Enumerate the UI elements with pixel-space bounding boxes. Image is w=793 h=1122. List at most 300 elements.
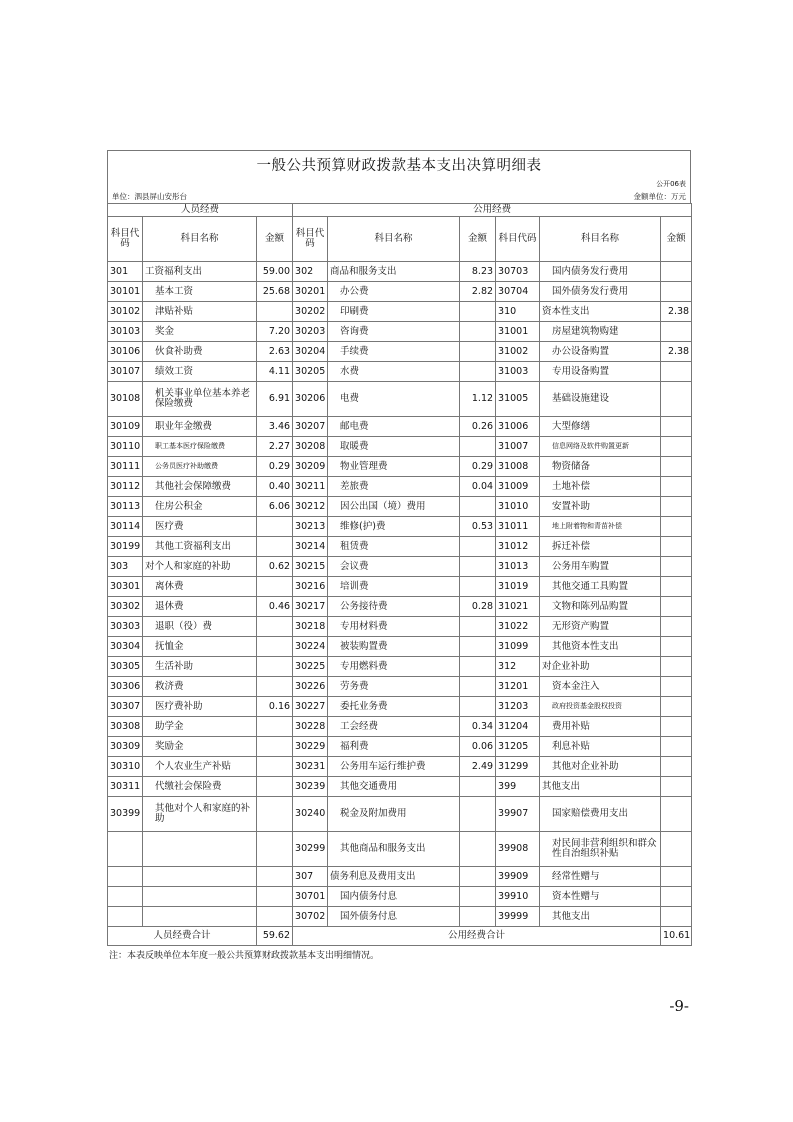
name-cell: 医疗费 [143, 517, 257, 537]
code-cell: 30101 [108, 282, 143, 302]
name-cell: 机关事业单位基本养老保险缴费 [143, 382, 257, 417]
code-cell: 30204 [293, 342, 328, 362]
name-cell: 大型修缮 [540, 417, 661, 437]
name-cell: 维修(护)费 [328, 517, 460, 537]
column-header-row [108, 217, 692, 262]
code-cell: 30207 [293, 417, 328, 437]
name-cell: 专用燃料费 [328, 657, 460, 677]
code-cell: 30305 [108, 657, 143, 677]
code-cell: 31012 [496, 537, 540, 557]
name-cell: 职业年金缴费 [143, 417, 257, 437]
name-cell [143, 907, 257, 927]
code-cell: 31019 [496, 577, 540, 597]
code-cell: 30111 [108, 457, 143, 477]
name-cell: 水费 [328, 362, 460, 382]
code-cell: 30224 [293, 637, 328, 657]
name-cell: 专用设备购置 [540, 362, 661, 382]
amount-cell [257, 637, 293, 657]
code-cell: 30208 [293, 437, 328, 457]
amount-cell [460, 657, 496, 677]
amount-cell: 6.91 [257, 382, 293, 417]
code-cell: 30212 [293, 497, 328, 517]
name-cell: 委托业务费 [328, 697, 460, 717]
name-cell: 税金及附加费用 [328, 797, 460, 832]
name-cell: 职工基本医疗保险缴费 [143, 437, 257, 457]
amount-unit: 金额单位：万元 [633, 191, 686, 201]
code-cell: 31204 [496, 717, 540, 737]
code-cell: 31201 [496, 677, 540, 697]
amount-cell [460, 362, 496, 382]
header-name-3: 科目名称 [540, 217, 661, 262]
code-cell: 30311 [108, 777, 143, 797]
code-cell: 30203 [293, 322, 328, 342]
name-cell: 办公费 [328, 282, 460, 302]
table-row [108, 777, 692, 797]
code-cell: 30218 [293, 617, 328, 637]
amount-cell [257, 617, 293, 637]
amount-cell [661, 517, 692, 537]
name-cell: 基础设施建设 [540, 382, 661, 417]
amount-cell [661, 617, 692, 637]
code-cell: 30106 [108, 342, 143, 362]
amount-cell [661, 777, 692, 797]
table-row [108, 697, 692, 717]
code-cell: 30211 [293, 477, 328, 497]
amount-cell [661, 597, 692, 617]
amount-cell [661, 322, 692, 342]
code-cell: 30307 [108, 697, 143, 717]
unit-label: 单位：泗县屏山安彤台 [112, 191, 187, 201]
table-row [108, 867, 692, 887]
amount-cell: 2.38 [661, 302, 692, 322]
name-cell: 奖金 [143, 322, 257, 342]
amount-cell [661, 477, 692, 497]
name-cell: 住房公积金 [143, 497, 257, 517]
public-total-value: 10.61 [661, 927, 692, 946]
code-cell: 30226 [293, 677, 328, 697]
name-cell: 咨询费 [328, 322, 460, 342]
name-cell: 福利费 [328, 737, 460, 757]
totals-row [108, 927, 692, 946]
code-cell: 30102 [108, 302, 143, 322]
code-cell: 30216 [293, 577, 328, 597]
code-cell: 31010 [496, 497, 540, 517]
code-cell: 30110 [108, 437, 143, 457]
group-header-row [108, 204, 692, 217]
name-cell: 代缴社会保险费 [143, 777, 257, 797]
header-amount-3: 金额 [661, 217, 692, 262]
group-public: 公用经费 [293, 204, 692, 217]
code-cell: 31022 [496, 617, 540, 637]
table-row [108, 497, 692, 517]
name-cell: 津贴补贴 [143, 302, 257, 322]
code-cell: 302 [293, 262, 328, 282]
code-cell: 31006 [496, 417, 540, 437]
code-cell: 31009 [496, 477, 540, 497]
amount-cell [460, 887, 496, 907]
amount-cell [257, 832, 293, 867]
amount-cell: 2.63 [257, 342, 293, 362]
amount-cell [257, 867, 293, 887]
name-cell: 土地补偿 [540, 477, 661, 497]
table-row [108, 282, 692, 302]
header-code-2: 科目代码 [293, 217, 328, 262]
code-cell: 30702 [293, 907, 328, 927]
name-cell: 公务用车购置 [540, 557, 661, 577]
amount-cell [257, 737, 293, 757]
amount-cell [460, 777, 496, 797]
name-cell: 抚恤金 [143, 637, 257, 657]
code-cell: 30199 [108, 537, 143, 557]
code-cell: 31007 [496, 437, 540, 457]
name-cell: 租赁费 [328, 537, 460, 557]
code-cell: 301 [108, 262, 143, 282]
amount-cell [460, 342, 496, 362]
amount-cell [460, 677, 496, 697]
unit-row [107, 189, 691, 203]
amount-cell: 0.29 [257, 457, 293, 477]
code-cell: 30114 [108, 517, 143, 537]
name-cell: 个人农业生产补贴 [143, 757, 257, 777]
table-row [108, 382, 692, 417]
name-cell: 拆迁补偿 [540, 537, 661, 557]
amount-cell [661, 867, 692, 887]
code-cell: 30112 [108, 477, 143, 497]
amount-cell [661, 577, 692, 597]
name-cell: 手续费 [328, 342, 460, 362]
name-cell: 退职（役）费 [143, 617, 257, 637]
table-row [108, 637, 692, 657]
name-cell: 培训费 [328, 577, 460, 597]
table-row [108, 577, 692, 597]
name-cell: 物资储备 [540, 457, 661, 477]
amount-cell [661, 737, 692, 757]
table-row [108, 302, 692, 322]
header-amount-2: 金额 [460, 217, 496, 262]
name-cell: 信息网络及软件购置更新 [540, 437, 661, 457]
name-cell: 其他社会保障缴费 [143, 477, 257, 497]
name-cell: 无形资产购置 [540, 617, 661, 637]
header-amount: 金额 [257, 217, 293, 262]
amount-cell: 6.06 [257, 497, 293, 517]
code-cell: 30205 [293, 362, 328, 382]
name-cell: 文物和陈列品购置 [540, 597, 661, 617]
amount-cell [460, 557, 496, 577]
public-total-label: 公用经费合计 [293, 927, 661, 946]
table-row [108, 557, 692, 577]
amount-cell: 2.82 [460, 282, 496, 302]
title-box [107, 150, 691, 178]
code-cell: 31002 [496, 342, 540, 362]
name-cell: 房屋建筑物购建 [540, 322, 661, 342]
name-cell: 对民间非营利组织和群众性自治组织补贴 [540, 832, 661, 867]
amount-cell [661, 887, 692, 907]
personnel-total-value: 59.62 [257, 927, 293, 946]
page-title: 一般公共预算财政拨款基本支出决算明细表 [256, 158, 542, 174]
code-cell: 30299 [293, 832, 328, 867]
name-cell: 其他资本性支出 [540, 637, 661, 657]
name-cell: 其他交通费用 [328, 777, 460, 797]
amount-cell [661, 797, 692, 832]
code-cell: 399 [496, 777, 540, 797]
code-cell: 30201 [293, 282, 328, 302]
amount-cell: 4.11 [257, 362, 293, 382]
code-cell: 312 [496, 657, 540, 677]
name-cell: 邮电费 [328, 417, 460, 437]
name-cell: 伙食补助费 [143, 342, 257, 362]
code-cell: 31099 [496, 637, 540, 657]
code-cell [108, 907, 143, 927]
code-cell: 303 [108, 557, 143, 577]
amount-cell [661, 697, 692, 717]
code-cell: 30701 [293, 887, 328, 907]
code-cell: 30231 [293, 757, 328, 777]
name-cell: 其他对个人和家庭的补助 [143, 797, 257, 832]
amount-cell [661, 497, 692, 517]
amount-cell [257, 302, 293, 322]
name-cell: 其他商品和服务支出 [328, 832, 460, 867]
code-cell: 30304 [108, 637, 143, 657]
table-row [108, 832, 692, 867]
code-cell [108, 887, 143, 907]
amount-cell [257, 757, 293, 777]
amount-cell: 0.04 [460, 477, 496, 497]
table-row [108, 657, 692, 677]
code-cell: 31203 [496, 697, 540, 717]
code-cell: 31001 [496, 322, 540, 342]
name-cell: 生活补助 [143, 657, 257, 677]
table-row [108, 342, 692, 362]
code-cell: 39908 [496, 832, 540, 867]
amount-cell [661, 757, 692, 777]
amount-cell [257, 517, 293, 537]
amount-cell: 2.27 [257, 437, 293, 457]
code-cell: 31008 [496, 457, 540, 477]
code-cell: 39907 [496, 797, 540, 832]
header-name-2: 科目名称 [328, 217, 460, 262]
amount-cell [661, 362, 692, 382]
name-cell: 物业管理费 [328, 457, 460, 477]
code-cell: 30109 [108, 417, 143, 437]
code-cell: 31205 [496, 737, 540, 757]
amount-cell [661, 382, 692, 417]
code-cell: 30228 [293, 717, 328, 737]
name-cell: 公务接待费 [328, 597, 460, 617]
code-cell: 39909 [496, 867, 540, 887]
code-cell: 30310 [108, 757, 143, 777]
amount-cell: 0.06 [460, 737, 496, 757]
code-cell: 30214 [293, 537, 328, 557]
amount-cell: 3.46 [257, 417, 293, 437]
code-cell: 30399 [108, 797, 143, 832]
amount-cell: 2.49 [460, 757, 496, 777]
table-row [108, 717, 692, 737]
amount-cell: 0.29 [460, 457, 496, 477]
code-cell: 30227 [293, 697, 328, 717]
code-cell: 30309 [108, 737, 143, 757]
code-cell: 30306 [108, 677, 143, 697]
table-row [108, 262, 692, 282]
amount-cell [661, 282, 692, 302]
name-cell: 其他支出 [540, 907, 661, 927]
header-code-3: 科目代码 [496, 217, 540, 262]
name-cell [143, 832, 257, 867]
amount-cell [460, 617, 496, 637]
table-row [108, 477, 692, 497]
name-cell: 债务利息及费用支出 [328, 867, 460, 887]
name-cell: 国外债务发行费用 [540, 282, 661, 302]
amount-cell [661, 907, 692, 927]
amount-cell [257, 577, 293, 597]
budget-sheet [107, 150, 691, 961]
amount-cell [460, 697, 496, 717]
amount-cell [661, 832, 692, 867]
amount-cell [661, 637, 692, 657]
name-cell: 其他对企业补助 [540, 757, 661, 777]
name-cell: 对企业补助 [540, 657, 661, 677]
code-cell: 39910 [496, 887, 540, 907]
name-cell: 资本性赠与 [540, 887, 661, 907]
amount-cell: 0.26 [460, 417, 496, 437]
amount-cell [257, 537, 293, 557]
group-personnel: 人员经费 [108, 204, 293, 217]
amount-cell: 7.20 [257, 322, 293, 342]
code-cell: 30107 [108, 362, 143, 382]
amount-cell: 0.16 [257, 697, 293, 717]
name-cell: 安置补助 [540, 497, 661, 517]
table-row [108, 907, 692, 927]
table-row [108, 757, 692, 777]
amount-cell [460, 797, 496, 832]
form-code: 公开06表 [656, 180, 686, 188]
table-row [108, 617, 692, 637]
amount-cell [257, 777, 293, 797]
amount-cell [257, 797, 293, 832]
name-cell: 公务员医疗补助缴费 [143, 457, 257, 477]
personnel-total-label: 人员经费合计 [108, 927, 257, 946]
name-cell: 国内债务发行费用 [540, 262, 661, 282]
amount-cell [460, 637, 496, 657]
name-cell: 奖励金 [143, 737, 257, 757]
amount-cell [257, 677, 293, 697]
name-cell: 退休费 [143, 597, 257, 617]
name-cell: 其他支出 [540, 777, 661, 797]
name-cell: 离休费 [143, 577, 257, 597]
amount-cell: 0.62 [257, 557, 293, 577]
amount-cell [661, 657, 692, 677]
code-cell: 31021 [496, 597, 540, 617]
amount-cell: 8.23 [460, 262, 496, 282]
name-cell: 会议费 [328, 557, 460, 577]
table-row [108, 517, 692, 537]
amount-cell [460, 302, 496, 322]
amount-cell: 25.68 [257, 282, 293, 302]
amount-cell [257, 717, 293, 737]
code-cell: 30704 [496, 282, 540, 302]
code-cell: 310 [496, 302, 540, 322]
code-cell: 30225 [293, 657, 328, 677]
code-cell: 31003 [496, 362, 540, 382]
name-cell: 电费 [328, 382, 460, 417]
amount-cell [460, 537, 496, 557]
code-cell: 30303 [108, 617, 143, 637]
code-cell: 307 [293, 867, 328, 887]
name-cell: 工资福利支出 [143, 262, 257, 282]
table-row [108, 437, 692, 457]
table-row [108, 677, 692, 697]
amount-cell: 0.28 [460, 597, 496, 617]
header-code: 科目代码 [108, 217, 143, 262]
code-cell: 30302 [108, 597, 143, 617]
code-cell: 30103 [108, 322, 143, 342]
amount-cell [257, 907, 293, 927]
name-cell: 政府投资基金股权投资 [540, 697, 661, 717]
code-cell: 30108 [108, 382, 143, 417]
table-row [108, 362, 692, 382]
amount-cell [460, 907, 496, 927]
code-cell: 30206 [293, 382, 328, 417]
name-cell: 专用材料费 [328, 617, 460, 637]
name-cell: 国内债务付息 [328, 887, 460, 907]
amount-cell: 59.00 [257, 262, 293, 282]
amount-cell [460, 577, 496, 597]
amount-cell: 2.38 [661, 342, 692, 362]
name-cell [143, 887, 257, 907]
name-cell: 资本金注入 [540, 677, 661, 697]
table-row [108, 417, 692, 437]
amount-cell [661, 437, 692, 457]
code-cell: 30215 [293, 557, 328, 577]
amount-cell [661, 262, 692, 282]
name-cell: 公务用车运行维护费 [328, 757, 460, 777]
table-row [108, 537, 692, 557]
code-cell: 30703 [496, 262, 540, 282]
name-cell: 助学金 [143, 717, 257, 737]
page-number: -9- [669, 997, 689, 1015]
amount-cell [460, 867, 496, 887]
name-cell: 医疗费补助 [143, 697, 257, 717]
form-code-row [107, 178, 691, 189]
code-cell [108, 867, 143, 887]
name-cell [143, 867, 257, 887]
amount-cell [661, 417, 692, 437]
name-cell: 费用补贴 [540, 717, 661, 737]
code-cell: 30301 [108, 577, 143, 597]
code-cell: 30209 [293, 457, 328, 477]
amount-cell [661, 537, 692, 557]
name-cell: 救济费 [143, 677, 257, 697]
amount-cell [460, 437, 496, 457]
name-cell: 国家赔偿费用支出 [540, 797, 661, 832]
code-cell: 30308 [108, 717, 143, 737]
code-cell: 31299 [496, 757, 540, 777]
amount-cell: 0.40 [257, 477, 293, 497]
name-cell: 绩效工资 [143, 362, 257, 382]
expenditure-table [107, 203, 692, 946]
code-cell: 31005 [496, 382, 540, 417]
name-cell: 印刷费 [328, 302, 460, 322]
name-cell: 其他交通工具购置 [540, 577, 661, 597]
amount-cell [460, 497, 496, 517]
amount-cell [460, 832, 496, 867]
name-cell: 取暖费 [328, 437, 460, 457]
name-cell: 商品和服务支出 [328, 262, 460, 282]
name-cell: 其他工资福利支出 [143, 537, 257, 557]
amount-cell: 1.12 [460, 382, 496, 417]
amount-cell [661, 677, 692, 697]
name-cell: 对个人和家庭的补助 [143, 557, 257, 577]
table-row [108, 887, 692, 907]
